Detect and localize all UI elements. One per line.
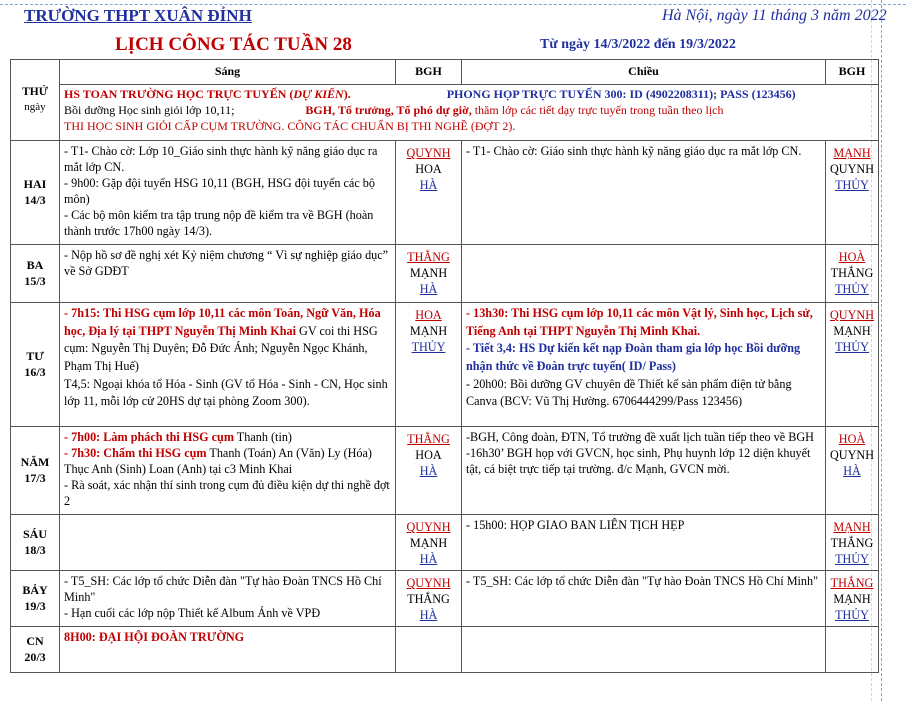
bgh-morning-cell [396,303,462,427]
day-cell [11,627,60,673]
morning-cell [60,141,396,245]
highlight-cell [60,85,826,141]
bgh-name: MẠNH [409,266,448,281]
bgh-name: THẮNG [407,250,450,264]
task-item: - Nộp hồ sơ đề nghị xét Kỷ niệm chương “ Vì sự nghiệp giáo dục” về Sở GDĐT [64,248,389,279]
day-name: TƯ [26,348,44,363]
col-header-bgh-morning: BGH [396,60,462,85]
task-item: - Rà soát, xác nhận thí sinh trong cụm đủ điều kiện dự thi nghề đợt 2 [64,478,390,509]
task-item-highlight: - Tiết 3,4: HS Dự kiến kết nạp Đoàn tham gia lớp học Bồi dưỡng nhận thức về Đoàn trực tuyến( ID/ Pass) [466,341,801,374]
task-item: Thanh (Toán) An (Văn) Ly (Hóa) Thục Anh (Sinh) Loan (Anh) tại c3 Minh Khai [64,446,372,477]
bgh-afternoon-cell [826,303,879,427]
bgh-afternoon-cell [826,571,879,627]
bgh-name: THẮNG [407,592,450,607]
task-item-highlight: - 13h30: Thi HSG cụm lớp 10,11 các môn Vật lý, Sinh học, Lịch sử, Tiếng Anh tại THPT Nguyễn Thị Minh Khai. [466,306,813,338]
highlight-row [11,85,879,141]
task-item: - T1- Chào cờ: Lớp 10_Giáo sinh thực hành kỹ năng giáo dục ra mắt lớp CN. [64,144,378,175]
row-sunday [11,627,879,673]
bgh-morning-cell [396,571,462,627]
day-cell [11,303,60,427]
task-item: - 15h00: HỌP GIAO BAN LIÊN TỊCH HẸP [466,518,685,532]
task-item-highlight: - 7h00: Làm phách thi HSG cụm [64,430,234,444]
task-item: - Hạn cuối các lớp nộp Thiết kế Album Ảnh về VPĐ [64,606,321,621]
row-tuesday [11,245,879,303]
bgh-name: THẮNG [830,536,874,551]
bgh-name: HOÀ [838,250,866,264]
day-date: 14/3 [24,192,46,207]
bgh-afternoon-cell [826,627,879,673]
day-cell [11,515,60,571]
bgh-morning-cell [396,245,462,303]
header-row [11,60,879,85]
bgh-name: THỦY [835,608,869,623]
highlight-cell-right [826,85,879,141]
morning-cell [60,427,396,515]
task-item: -16h30’ BGH họp với GVCN, học sinh, Phụ huynh lớp 12 diện khuyết tật, cá biệt trực tiếp tại trường. đ/c Mạnh, GVCN mời. [466,446,811,477]
bgh-name: QUYNH [830,448,875,463]
row-wednesday [11,303,879,427]
task-item-highlight: - 7h30: Chấm thi HSG cụm [64,446,207,461]
day-name: HAI [23,176,47,191]
morning-cell [60,627,396,673]
afternoon-cell [462,627,826,673]
page-top-border [0,4,906,5]
bgh-name: MẠNH [409,536,448,551]
day-date: 16/3 [24,364,46,379]
row-thursday [11,427,879,515]
day-name: BA [26,257,44,272]
bgh-name: HÀ [419,608,438,623]
bgh-name: HÀ [419,178,438,193]
ngay-label: ngày [24,101,46,114]
bgh-name: QUYNH [830,308,875,322]
bgh-morning-cell [396,627,462,673]
afternoon-cell [462,141,826,245]
row-saturday [11,571,879,627]
day-name: BẢY [22,582,48,597]
bgh-name: THỦY [835,178,869,193]
task-item: GV coi thi HSG cụm: Nguyễn Thị Duyên; Đỗ Đức Ánh; Nguyễn Ngọc Khánh, Phạm Thị Huế) [64,323,378,374]
bgh-name: HOA [415,308,442,322]
bgh-afternoon-cell [826,427,879,515]
bgh-afternoon-cell [826,245,879,303]
bgh-name: QUYNH [830,162,875,177]
bgh-name: HÀ [419,464,438,479]
bgh-morning-cell [396,141,462,245]
observation-detail: thăm lớp các tiết dạy trực tuyến trong tuần theo lịch [471,102,724,117]
row-monday [11,141,879,245]
task-item: -BGH, Công đoàn, ĐTN, Tổ trưởng đề xuất lịch tuần tiếp theo về BGH [466,430,814,444]
bgh-name: MẠNH [833,520,871,534]
bgh-name: HOA [415,162,442,177]
bgh-name: THẮNG [830,576,874,590]
bgh-name: THỦY [411,340,446,355]
bgh-name: MẠNH [409,324,448,339]
day-name: NĂM [20,454,50,469]
col-header-bgh-afternoon: BGH [826,60,879,85]
afternoon-cell [462,303,826,427]
date-range: Từ ngày 14/3/2022 đến 19/3/2022 [540,37,736,52]
morning-cell [60,571,396,627]
bgh-name: THỦY [835,552,869,567]
day-cell [11,141,60,245]
task-item: - 20h00: Bồi dưỡng GV chuyên đề Thiết kế sản phẩm điện tử bằng Canva (BCV: Vũ Thị Hường. 6706444299/Pass 123456) [466,376,792,409]
bgh-afternoon-cell [826,141,879,245]
bgh-morning-cell [396,427,462,515]
hsg-training-note: Bồi dưỡng Học sinh giỏi lớp 10,11; [64,102,235,117]
task-item: - 9h00: Gặp đội tuyển HSG 10,11 (BGH, HSG đội tuyển các bộ môn) [64,176,375,207]
bgh-name: HÀ [419,282,438,297]
morning-cell [60,245,396,303]
thu-label: THỨ [22,86,48,99]
bgh-name: THẮNG [830,266,874,281]
afternoon-cell [462,427,826,515]
schedule-table [10,59,879,673]
bgh-name: HÀ [843,464,861,479]
day-cell [11,245,60,303]
day-name: CN [26,633,44,648]
bgh-name: HOÀ [838,432,866,446]
day-date: 19/3 [24,598,46,613]
day-date: 15/3 [24,273,46,288]
bgh-name: QUYNH [406,146,451,160]
task-item: T4,5: Ngoại khóa tổ Hóa - Sinh (GV tổ Hóa - Sinh - CN, Học sinh lớp 11, mỗi lớp cử 20HS dự tại phòng Zoom 300). [64,376,388,409]
bgh-name: MẠNH [833,146,871,160]
task-item: - T1- Chào cờ: Giáo sinh thực hành kỹ năng giáo dục ra mắt lớp CN. [466,144,802,158]
bgh-afternoon-cell [826,515,879,571]
bgh-name: QUYNH [406,520,451,534]
row-friday [11,515,879,571]
bgh-name: HÀ [419,552,438,567]
day-cell [11,427,60,515]
task-item-highlight: 8H00: ĐẠI HỘI ĐOÀN TRƯỜNG [64,630,245,644]
bgh-name: QUYNH [406,576,451,590]
page-title: LỊCH CÔNG TÁC TUẦN 28 [115,34,352,55]
task-item: - Các bộ môn kiểm tra tập trung nộp đề kiểm tra về BGH (hoàn thành trước 17h00 ngày 14/3). [64,208,374,239]
page-right-border [881,0,882,701]
afternoon-cell [462,571,826,627]
zoom-room-info: PHONG HỌP TRỰC TUYẾN 300: ID (4902208311); PASS (123456) [446,87,796,101]
bgh-name: MẠNH [833,324,871,339]
place-date: Hà Nội, ngày 11 tháng 3 năm 2022 [662,7,887,24]
task-item: - T5_SH: Các lớp tổ chức Diễn đàn "Tự hào Đoàn TNCS Hồ Chí Minh" [64,574,382,605]
school-name: TRƯỜNG THPT XUÂN ĐỈNH [24,6,252,25]
competition-note: THI HỌC SINH GIỎI CẤP CỤM TRƯỜNG. CÔNG TÁC CHUẨN BỊ THI NGHỀ (ĐỢT 2). [64,118,516,133]
task-item-highlight: - 7h15: Thi HSG cụm lớp 10,11 các môn Toán, Ngữ Văn, Hóa học, Địa lý tại THPT Nguyễn Thị Minh Khai [64,306,381,338]
observation-note: BGH, Tổ trưởng, Tổ phó dự giờ, [305,102,472,117]
col-header-thu [11,60,60,141]
bgh-name: THỦY [835,340,869,355]
afternoon-cell [462,245,826,303]
morning-cell [60,515,396,571]
online-school-note: HS TOAN TRƯỜNG HỌC TRỰC TUYẾN ( [64,87,294,101]
note-close: ). [343,87,351,101]
day-name: SÁU [22,526,47,541]
col-header-sang: Sáng [60,60,396,85]
task-item: Thanh (tin) [233,430,292,444]
bgh-name: MẠNH [833,592,871,607]
task-item: - T5_SH: Các lớp tổ chức Diễn đàn "Tự hào Đoàn TNCS Hồ Chí Minh" [466,574,819,588]
day-date: 20/3 [24,649,46,664]
day-date: 18/3 [24,542,46,557]
day-date: 17/3 [24,470,46,485]
bgh-name: THỦY [835,282,869,297]
bgh-name: THẮNG [407,432,450,446]
morning-cell [60,303,396,427]
day-cell [11,571,60,627]
afternoon-cell [462,515,826,571]
bgh-name: HOA [415,448,442,463]
tentative-note: DỰ KIẾN [293,87,344,101]
bgh-morning-cell [396,515,462,571]
col-header-chieu: Chiều [462,60,826,85]
